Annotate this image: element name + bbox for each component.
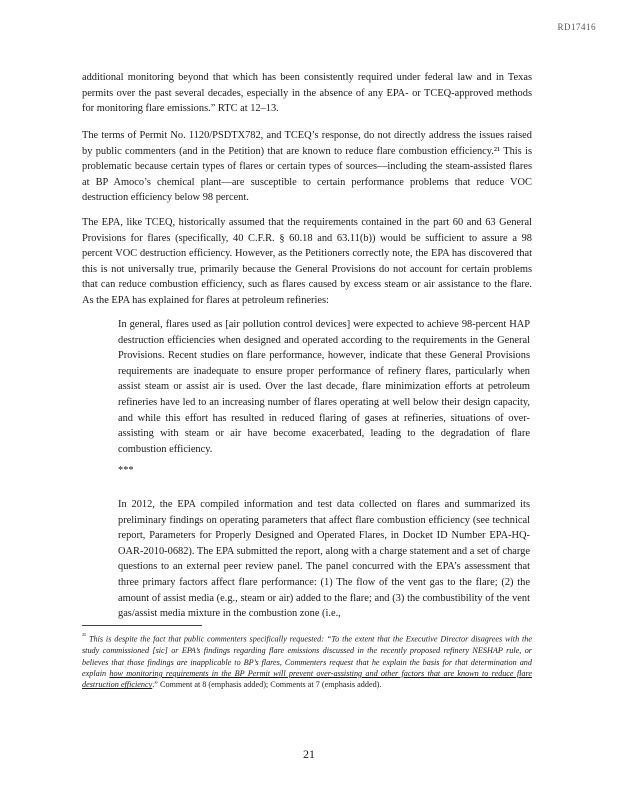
paragraph-continuation: additional monitoring beyond that which has been consistently required under federal law and in Texas permits over the past several decades, especially in the absence of any EPA- or TCEQ-approved methods for monitoring flare emissions.” RTC at 12–13.: [82, 72, 532, 115]
footnote-rule: [82, 625, 202, 626]
footnote-text-a: This is despite the fact that public commenters specifically requested: “To the extent that the Executive Director disagrees with the study commissioned [sic] or EPA’s findings regarding flare emissions discussed in the recently proposed refinery NESHAP rule, or believes that those findings are inapplicable to BP’s flares, Commenters request that he explain the basis for that determination and explain: [82, 634, 533, 678]
page-number: 21: [303, 747, 315, 761]
footnote-text-b: .” Comment at 8 (emphasis added); Comments at 7 (emphasis added).: [152, 680, 382, 690]
footnote-emphasis: how monitoring requirements in the BP Permit will prevent over-assisting and other factors that are known to reduce flare destruction efficiency: [82, 668, 532, 690]
footnote-marker: ²¹: [82, 633, 87, 640]
footnote-21: [82, 631, 532, 691]
paragraph-epa-history: The EPA, like TCEQ, historically assumed that the requirements contained in the part 60 and 63 General Provisions for flares (specifically, 40 C.F.R. § 60.18 and 63.11(b)) would be sufficient to assure a 98 percent VOC destruction efficiency. However, as the Petitioners correctly note, the EPA has discovered that this is not universally true, primarily because the General Provisions do not account for certain problems that can reduce combustion efficiency, such as flares caused by excess steam or air assistance to the flare. As the EPA has explained for flares at petroleum refineries:: [82, 217, 532, 306]
document-id: RD17416: [557, 22, 596, 32]
paragraph-permit-terms: The terms of Permit No. 1120/PSDTX782, and TCEQ’s response, do not directly address the issues raised by public commenters (and in the Petition) that are known to reduce flare combustion efficiency.²¹ This is problematic because certain types of flares or certain types of sources—including the steam-assisted flares at BP Amoco’s chemical plant—are susceptible to certain performance problems that reduce VOC destruction efficiency below 98 percent.: [82, 130, 532, 204]
quote-separator: ***: [118, 465, 134, 476]
block-quote-2012: In 2012, the EPA compiled information and test data collected on flares and summarized its preliminary findings on operating parameters that affect flare combustion efficiency (see technical report, Parameters for Properly Designed and Operated Flares, in Docket ID Number EPA-HQ-OAR-2010-0682). The EPA submitted the report, along with a charge statement and a set of charge questions to an external peer review panel. The panel concurred with the EPA’s assessment that three primary factors affect flare performance: (1) The flow of the vent gas to the flare; (2) the amount of assist media (e.g., steam or air) added to the flare; and (3) the combustibility of the vent gas/assist media mixture in the combustion zone (i.e.,: [118, 499, 530, 620]
block-quote-general: In general, flares used as [air pollution control devices] were expected to achieve 98-percent HAP destruction efficiencies when designed and operated according to the requirements in the General Provisions. Recent studies on flare performance, however, indicate that these General Provisions requirements are inadequate to ensure proper performance of refinery flares, particularly when assist steam or assist air is used. Over the last decade, flare minimization efforts at petroleum refineries have led to an increasing number of flares operating at well below their design capacity, and while this effort has resulted in reduced flaring of gases at refineries, situations of over-assisting with steam or air have become exacerbated, leading to the degradation of flare combustion efficiency.: [118, 319, 530, 455]
